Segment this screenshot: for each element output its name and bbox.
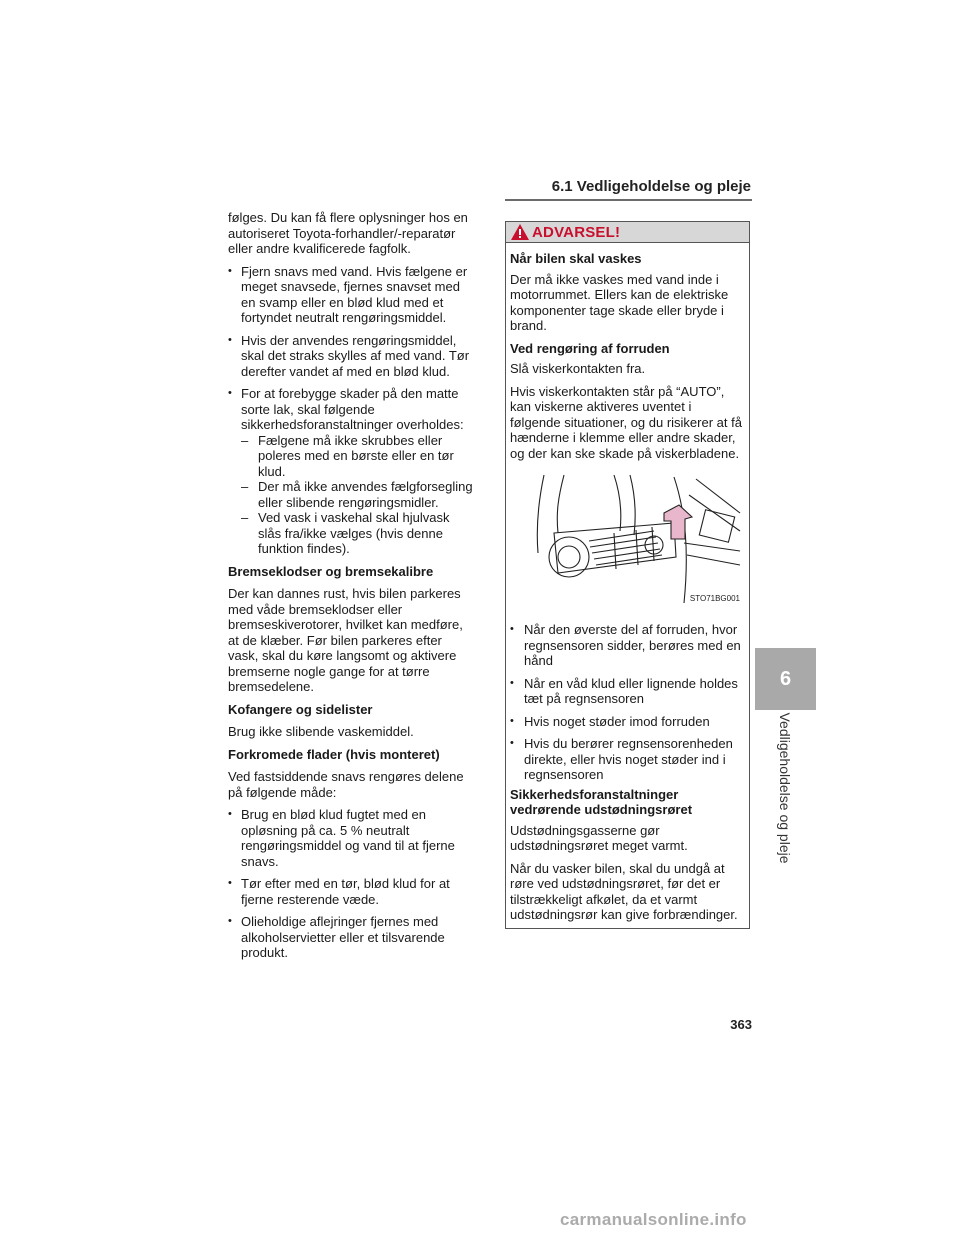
sub-item: – Der må ikke anvendes fælgforsegling eller slibende rengøringsmidler. bbox=[241, 479, 473, 510]
warning-icon bbox=[510, 223, 530, 241]
bullet-item bbox=[228, 386, 473, 433]
bumpers-paragraph: Brug ikke slibende vaskemiddel. bbox=[228, 724, 414, 739]
bullet-item bbox=[510, 622, 745, 669]
bumpers-heading: Kofangere og sidelister bbox=[228, 701, 373, 717]
warning-heading: Når bilen skal vaskes bbox=[510, 251, 642, 266]
warning-paragraph: Der må ikke vaskes med vand inde i motorrummet. Ellers kan de elektriske komponenter tage skade eller bryde i brand. bbox=[510, 271, 729, 333]
bullet-item bbox=[510, 736, 745, 783]
brakes-paragraph: Der kan dannes rust, hvis bilen parkeres med våde bremseklodser eller bremseskiverotorer, hvilket kan medføre, at de klæber. Før bilen parkeres efter vask, skal du køre langsomt og aktivere bremserne nogle gange for at tørre bremsedelene. bbox=[228, 586, 463, 694]
bullet-item bbox=[228, 876, 473, 907]
sub-item-text: Ved vask i vaskehal skal hjulvask slås fra/ikke vælges (hvis denne funktion findes). bbox=[258, 510, 450, 556]
warning-paragraph: Slå viskerkontakten fra. bbox=[510, 361, 646, 376]
warning-header bbox=[506, 222, 749, 243]
bullet-text: Når en våd klud eller lignende holdes tæt på regnsensoren bbox=[524, 675, 738, 706]
left-column bbox=[228, 210, 473, 968]
warning-heading: Ved rengøring af forruden bbox=[510, 340, 670, 356]
warning-paragraph: Hvis viskerkontakten står på “AUTO”, kan viskerne aktiveres uventet i følgende situationer, og du risikerer at få hænderne i klemme eller andre skader, og der kan ske skade på viskerbladene. bbox=[510, 383, 742, 461]
wiper-switch-figure bbox=[524, 473, 742, 608]
wiper-stalk-illustration bbox=[524, 473, 742, 608]
chapter-label: Vedligeholdelse og pleje bbox=[777, 712, 793, 864]
bullet-item bbox=[228, 807, 473, 869]
bullet-item bbox=[510, 676, 745, 707]
bullet-text: Hvis du berører regnsensorenheden direkte, eller hvis noget støder ind i regnsensoren bbox=[524, 736, 733, 782]
bullet-item bbox=[510, 714, 745, 730]
bullet-text: Olieholdige aflejringer fjernes med alkoholservietter eller et tilsvarende produkt. bbox=[241, 914, 445, 960]
watermark-text: carmanualsonline.info bbox=[560, 1210, 747, 1229]
bullet-text: For at forebygge skader på den matte sorte lak, skal følgende sikkerhedsforanstaltninger overholdes: bbox=[241, 386, 464, 432]
chrome-heading: Forkromede flader (hvis monteret) bbox=[228, 746, 440, 762]
bullet-text: Fjern snavs med vand. Hvis fælgene er meget snavsede, fjernes snavset med en svamp eller en blød klud med et fortyndet neutralt rengøringsmiddel. bbox=[241, 263, 468, 325]
sub-item: – Fælgene må ikke skrubbes eller poleres med en børste eller en tør klud. bbox=[241, 432, 454, 479]
header-rule bbox=[505, 199, 752, 201]
warning-heading: Sikkerhedsforanstaltninger vedrørende udstødningsrøret bbox=[510, 786, 693, 817]
intro-paragraph: følges. Du kan få flere oplysninger hos en autoriseret Toyota-forhandler/-reparatør eller andre kvalificerede fagfolk. bbox=[228, 210, 468, 256]
sub-item: – Ved vask i vaskehal skal hjulvask slås fra/ikke vælges (hvis denne funktion findes). bbox=[241, 510, 450, 556]
bullet-text: Når den øverste del af forruden, hvor regnsensoren sidder, berøres med en hånd bbox=[524, 622, 741, 668]
figure-id: STO71BG001 bbox=[689, 593, 740, 603]
bullet-text: Hvis noget støder imod forruden bbox=[524, 713, 710, 729]
warning-box bbox=[505, 221, 750, 929]
page-number: 363 bbox=[730, 1017, 752, 1032]
bullet-item bbox=[228, 264, 473, 326]
warning-paragraph: Udstødningsgasserne gør udstødningsrøret meget varmt. bbox=[510, 822, 688, 853]
chapter-tab bbox=[755, 648, 816, 710]
brakes-heading: Bremseklodser og bremsekalibre bbox=[228, 563, 434, 579]
sub-item-text: Fælgene må ikke skrubbes eller poleres med en børste eller en tør klud. bbox=[258, 432, 454, 479]
bullet-text: Tør efter med en tør, blød klud for at fjerne resterende væde. bbox=[241, 876, 450, 907]
warning-title: ADVARSEL! bbox=[532, 223, 621, 241]
bullet-item bbox=[228, 333, 473, 380]
warning-paragraph: Når du vasker bilen, skal du undgå at røre ved udstødningsrøret, før det er tilstrækkeligt afkølet, da et varmt udstødningsrør kan give forbrændinger. bbox=[510, 860, 738, 922]
chrome-paragraph: Ved fastsiddende snavs rengøres delene på følgende måde: bbox=[228, 769, 464, 800]
bullet-text: Hvis der anvendes rengøringsmiddel, skal det straks skylles af med vand. Tør derefter vandet af med en blød klud. bbox=[241, 332, 470, 379]
bullet-item bbox=[228, 914, 473, 961]
sub-item-text: Der må ikke anvendes fælgforsegling eller slibende rengøringsmidler. bbox=[258, 479, 473, 510]
bullet-text: Brug en blød klud fugtet med en opløsning på ca. 5 % neutralt rengøringsmiddel og vand til at fjerne snavs. bbox=[241, 807, 455, 869]
chapter-number: 6 bbox=[779, 667, 792, 690]
section-header: 6.1 Vedligeholdelse og pleje bbox=[551, 178, 751, 195]
